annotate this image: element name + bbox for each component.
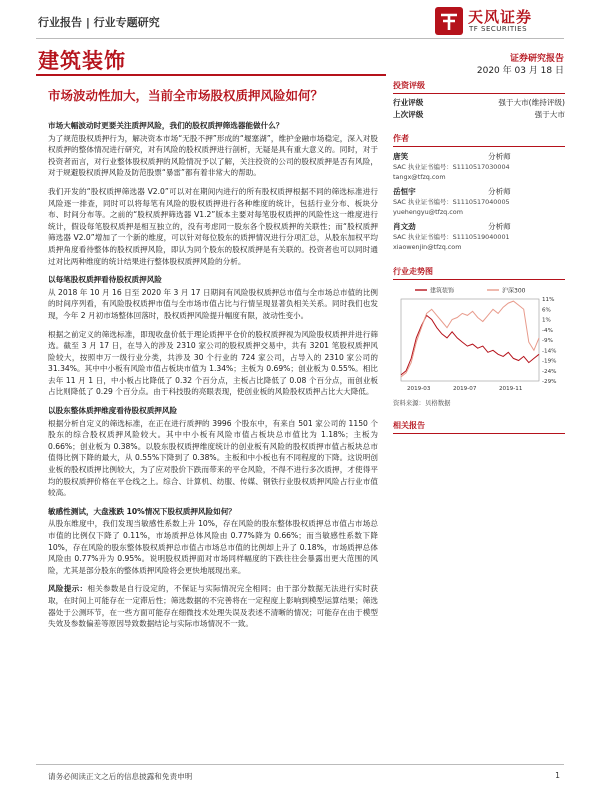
header-divider <box>36 38 564 39</box>
rating-row-previous <box>393 109 565 121</box>
rating-value: 强于大市(维持评级) <box>498 98 565 107</box>
author-role: 分析师 <box>488 222 511 231</box>
author-email[interactable]: xiaowenjin@tfzq.com <box>393 243 462 251</box>
author-email[interactable]: yuehengyu@tfzq.com <box>393 208 463 216</box>
page-number: 1 <box>555 771 560 780</box>
footer-disclaimer: 请务必阅读正文之后的信息披露和免责申明 <box>48 772 193 781</box>
author-name: 岳恒宇 <box>393 187 416 196</box>
report-type: 证券研究报告 <box>509 54 564 64</box>
section-heading-4: 敏感性测试，大盘涨跌 10%情况下股权质押风险如何？ <box>48 506 236 516</box>
series-line-index <box>401 301 539 377</box>
paragraph-2: 我们开发的“股权质押筛选器 V2.0”可以对在期间内进行的所有股权质押根据不同的筛选标准进行风险逐一排查，同时可以将每笔有风险的股权质押进行各种维度的统计，包括行业分布、板块分布、时间分布等。之前的“股权质押筛选器 V1.2”版本主要对每笔股权质押的风险性这一维度进行统计，假设每笔股权质押是相互独立的，没有考虑同一股东各个股权质押的关联性；而“股权质押筛选器 V2.0”增加了一个新的维度，可以针对每位股东的质押情况进行分项汇总，从股东加权平均质押角度看待整体的股权质押风险，即认为同个股东的股权质押是有关联的。投资者也可以同时通过对比两种维度的统计结果进行整体股权质押风险的分析。 <box>48 186 378 266</box>
related-reports-header: 相关报告 <box>393 420 565 434</box>
author-card <box>393 221 565 252</box>
sidebar <box>393 80 565 252</box>
y-tick-label: -19% <box>542 358 557 365</box>
risk-text: 相关参数是自行设定的，不保证与实际情况完全相同；由于部分数据无法进行实时获取，在时间上可能存在一定滞后性；筛选数据的不完善将在一定程度上影响到模型运算结果；筛选器处于公测环节，在一些方面可能存在细微技术处理失误及表述不清晰的情况；可能存在由于模型失效及参数偏差等原因导致数据结论与实际市场情况不一致。 <box>48 584 379 629</box>
main-content <box>48 120 378 637</box>
author-sac: SAC 执业证书编号：S1110517040005 <box>393 198 510 206</box>
legend-label: 建筑装饰 <box>430 287 455 295</box>
x-tick-label: 2019-03 <box>407 386 431 392</box>
series-line-sector <box>401 315 539 375</box>
author-role: 分析师 <box>488 152 511 161</box>
chart-source: 资料来源：贝格数据 <box>393 399 451 407</box>
report-breadcrumb: 行业报告 | 行业专题研究 <box>38 16 160 29</box>
paragraph-4: 根据之前定义的筛选标准，即现收盘价低于理论质押平仓价的股权质押视为风险股权质押并进行筛选。截至 3 月 17 日，在导入的涉及 2310 家公司的股权质押交易中，共有 3201 笔股权质押风险较大，按照申万一级行业分类，共涉及 30 个行业的 724 家公司，占导入的 2310 家公司的 31.34%。其中中小板有风险市值占板块市值为 1.34%；主板为 0.69%；创业板为 0.55%。相比去年 11 月 1 日，中小板占比降低了 0.32 个百分点，主板占比降低了 0.08 个百分点，而创业板占比则降低了 0.29 个百分点。由于科技股的亮眼表现，使创业板的风险股权质押占比大大降低。 <box>48 329 378 397</box>
rating-key: 上次评级 <box>393 110 424 119</box>
author-role: 分析师 <box>488 187 511 196</box>
rating-key: 行业评级 <box>393 98 424 107</box>
logo-mark-icon <box>434 6 464 36</box>
author-name: 肖文劲 <box>393 222 416 231</box>
plot-frame <box>401 299 539 381</box>
footer-divider <box>36 764 564 765</box>
company-logo <box>434 4 564 40</box>
risk-label: 风险提示： <box>48 584 88 594</box>
rating-value: 强于大市 <box>534 110 565 119</box>
y-tick-label: -9% <box>542 338 553 344</box>
paragraph-3: 从 2018 年 10 月 16 日至 2020 年 3 月 17 日期间有风险股权质押总市值与全市场总市值的比例的时间序列看，有风险股权质押市值与全市场市值占比与行情呈现显著负相关关系。同时我们也发现，今年 2 月初市场整体回落时，股权质押风险提升幅度有限，波动性变小。 <box>48 287 378 320</box>
y-tick-label: -29% <box>542 379 557 385</box>
author-email[interactable]: tangx@tfzq.com <box>393 173 446 181</box>
risk-warning <box>48 583 378 629</box>
paragraph-1: 为了规范股权质押行为，解决资本市场“无股不押”形成的“堰塞湖”，维护金融市场稳定，深入对股权质押的整体情况进行研究，对有风险的股权质押进行剖析，无疑是具有重大意义的。同时，对于投资者而言，对行业整体股权质押的风险情况予以了解，关注投资的公司的股权质押是否有风险，对于规避股权质押风险及防范股票“暴雷”都有着非常大的帮助。 <box>48 133 378 178</box>
author-name: 唐笑 <box>393 152 409 161</box>
y-tick-label: 6% <box>542 307 551 314</box>
report-title: 市场波动性加大，当前全市场股权质押风险如何？ <box>48 88 324 103</box>
sector-underline <box>36 74 386 76</box>
section-heading-3: 以股东整体质押维度看待股权质押风险 <box>48 406 178 416</box>
report-date: 2020 年 03 月 18 日 <box>476 66 564 76</box>
trend-chart <box>393 283 565 395</box>
legend-label: 沪深300 <box>502 287 526 295</box>
author-sac: SAC 执业证书编号：S1110517030004 <box>393 163 510 171</box>
logo-name-en: TF SECURITIES <box>469 25 528 33</box>
authors-header: 作者 <box>393 133 565 147</box>
x-tick-label: 2019-11 <box>499 386 523 392</box>
y-tick-label: -14% <box>542 348 557 355</box>
logo-name-cn: 天风证券 <box>468 8 533 26</box>
y-tick-label: -24% <box>542 368 557 375</box>
rating-row-current <box>393 97 565 109</box>
author-card <box>393 186 565 217</box>
section-heading-2: 以每笔股权质押看待股权质押风险 <box>48 275 162 285</box>
y-tick-label: 11% <box>542 297 555 303</box>
paragraph-6: 从股东维度中，我们发现当敏感性系数上升 10%，存在风险的股东整体股权质押总市值占市场总市值的比例仅下降了 0.11%，市场质押总体风险由 0.77%降为 0.66%；而当敏感性系数下降 10%，存在风险的股东整体股权质押总市值占市场总市值的比例却上升了 0.18%，市场质押总体风险由 0.77%升为 0.95%。说明股权质押面对市场同样幅度的下跌往往会暴露出更大范围的风险，尤其是部分股东的整体质押风险将会更快地展现出来。 <box>48 519 378 575</box>
trend-chart-panel <box>393 266 565 407</box>
paragraph-5: 根据分析自定义的筛选标准，在正在进行质押的 3996 个股东中，有来自 501 家公司的 1150 个股东的综合股权质押风险较大。其中中小板有风险市值占板块总市值比为 1.18%；主板为 0.66%；创业板为 0.38%。以股东股权质押维度统计的创业板有风险的股权质押市值占板块总市值得比例下降的最大，从 0.55%下降到了 0.38%。主板和中小板也有不同程度的下降。这说明创业板的股权质押比例较大，为了应对股价下跌而带来的平仓风险，不得不进行多次质押，才使得平均的股权质押价格在平仓线之上。综合、计算机、纺服、传媒、钢铁行业股权质押风险占行业市值较高。 <box>48 418 378 498</box>
author-sac: SAC 执业证书编号：S1110519040001 <box>393 233 510 241</box>
trend-chart-header: 行业走势图 <box>393 266 565 280</box>
sector-title: 建筑装饰 <box>38 49 126 73</box>
y-tick-label: 1% <box>542 317 551 324</box>
rating-header: 投资评级 <box>393 80 565 94</box>
x-tick-label: 2019-07 <box>453 386 477 392</box>
section-heading-1: 市场大幅波动时更要关注质押风险，我们的股权质押筛选器能做什么？ <box>48 121 284 130</box>
y-tick-label: -4% <box>542 327 553 334</box>
author-card <box>393 151 565 182</box>
